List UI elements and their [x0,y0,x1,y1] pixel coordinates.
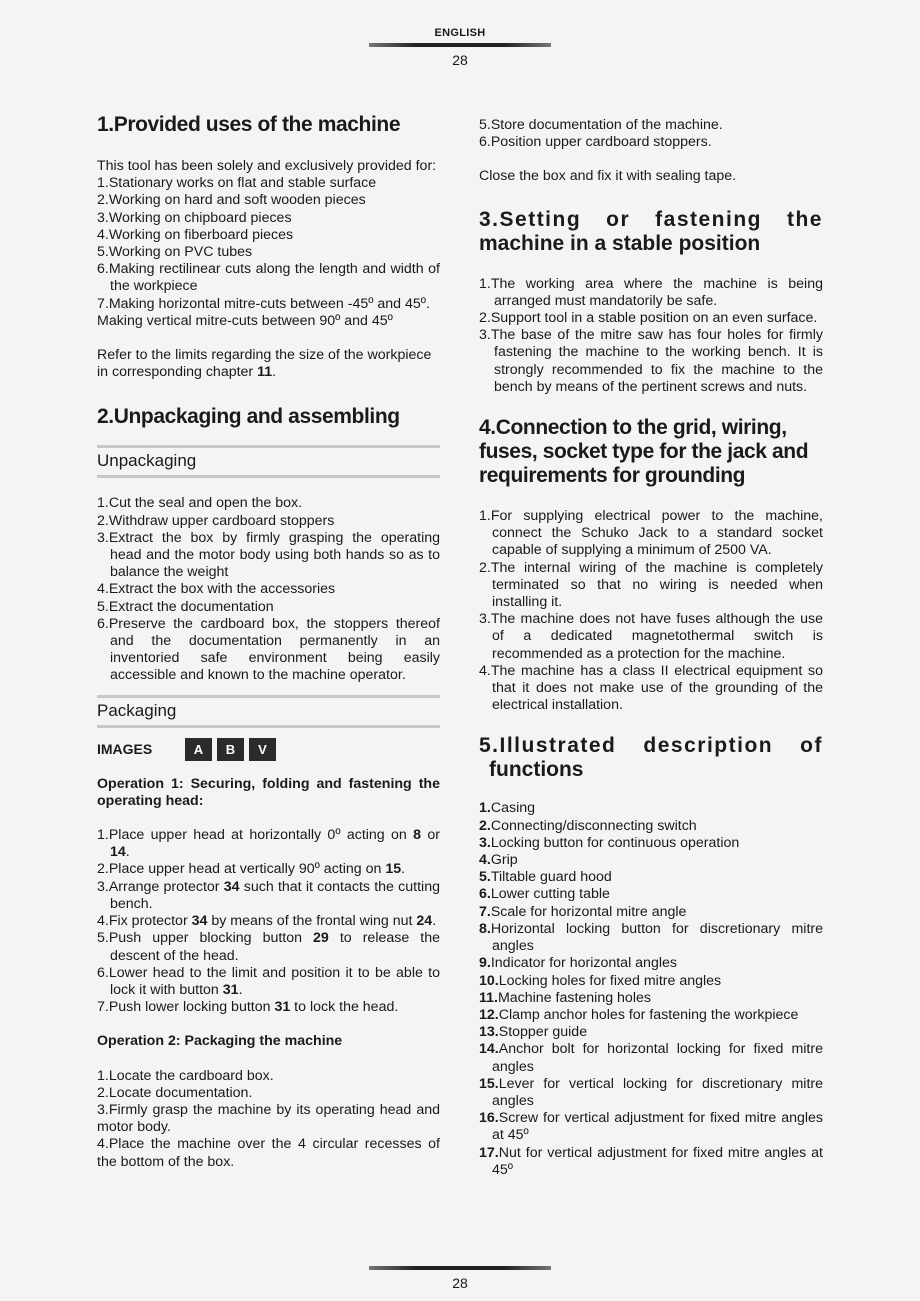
section5-title-line2: functions [489,758,584,782]
list-item: 4.The machine has a class II electrical equipment so that it does not make use of the grounding of the electrical installation. [479,662,823,714]
list-item: 2.Place upper head at vertically 90º acting on 15. [97,861,406,878]
list-item: 13.Stopper guide [479,1024,588,1041]
operation2-list [97,1068,440,1171]
list-item: 15.Lever for vertical locking for discretionary mitre angles [479,1075,823,1109]
section1-extra: Making vertical mitre-cuts between 90º and 45º [97,312,393,329]
list-item: 7.Scale for horizontal mitre angle [479,903,687,920]
list-item: 4.Place the machine over the 4 circular recesses of the bottom of the box. [97,1136,440,1170]
page-number-bottom: 28 [452,1275,468,1291]
list-item: 11.Machine fastening holes [479,989,651,1006]
connection-list [479,508,823,714]
list-item: 6.Lower head to the limit and position it to be able to lock it with button 31. [97,964,440,998]
list-item: 14.Anchor bolt for horizontal locking for fixed mitre angles [479,1041,823,1075]
section3-title-line2: machine in a stable position [479,231,761,255]
section1-note: Refer to the limits regarding the size of the workpiece in corresponding chapter 11. [97,347,432,381]
list-item: 1.Place upper head at horizontally 0º acting on 8 or 14. [97,827,440,861]
list-item: 17.Nut for vertical adjustment for fixed mitre angles at 45º [479,1144,823,1178]
list-item: 6.Making rectilinear cuts along the length and width of the workpiece [97,261,440,295]
list-item: 1.The working area where the machine is being arranged must mandatorily be safe. [479,275,823,309]
list-item: 5.Working on PVC tubes [97,244,253,261]
list-item: 5.Store documentation of the machine. [479,117,723,133]
list-item: 7.Making horizontal mitre-cuts between -45º and 45º. [97,295,430,312]
page-number-top: 28 [452,52,468,68]
list-item: 5.Extract the documentation [97,598,274,615]
left-column [97,113,440,1171]
list-item: 1.Locate the cardboard box. [97,1067,274,1084]
list-item: 2.Working on hard and soft wooden pieces [97,192,366,209]
unpack-list [97,495,440,684]
language-label: ENGLISH [434,27,486,39]
list-item: 2.The internal wiring of the machine is completely terminated so that no wiring is needed when installing it. [479,559,823,611]
uses-list [97,175,440,313]
list-item: 3.Locking button for continuous operation [479,834,740,851]
operation2-list-continued [479,117,823,151]
list-item: 3.Arrange protector 34 such that it contacts the cutting bench. [97,878,440,912]
list-item: 1.Stationary works on flat and stable surface [97,175,377,192]
list-item: 4.Grip [479,852,518,869]
list-item: 2.Withdraw upper cardboard stoppers [97,512,335,529]
image-badge-a[interactable]: A [185,738,212,761]
list-item: 4.Working on fiberboard pieces [97,226,294,243]
list-item: 2.Connecting/disconnecting switch [479,817,697,834]
unpackaging-subheading: Unpackaging [97,445,440,478]
list-item: 3.Working on chipboard pieces [97,209,292,226]
list-item: 9.Indicator for horizontal angles [479,955,677,972]
list-item: 2.Locate documentation. [97,1084,253,1101]
footer-rule [369,1266,551,1270]
list-item: 2.Support tool in a stable position on an even surface. [479,310,818,327]
packaging-subheading: Packaging [97,695,440,728]
image-badge-v[interactable]: V [249,738,276,761]
stability-list [479,276,823,396]
list-item: 1.Cut the seal and open the box. [97,495,303,512]
list-item: 3.Extract the box by firmly grasping the operating head and the motor body using both hands so as to balance the weight [97,529,440,581]
section1-intro: This tool has been solely and exclusively provided for: [97,158,437,174]
operation1-title: Operation 1: Securing, folding and fastening the operating head: [97,775,440,809]
list-item: 4.Extract the box with the accessories [97,581,336,598]
list-item: 6.Position upper cardboard stoppers. [479,134,712,151]
images-reference [97,738,440,761]
list-item: 3.The base of the mitre saw has four holes for firmly fastening the machine to the working bench. It is strongly recommended to fix the machine to the bench by means of the pertinent screws and nuts. [479,327,823,395]
operation2-title: Operation 2: Packaging the machine [97,1033,343,1050]
section3-title: 3.Setting or fastening the [479,207,823,231]
list-item: 1.For supplying electrical power to the machine, connect the Schuko Jack to a standard socket capable of supplying a minimum of 2500 VA. [479,508,823,559]
section2-title: 2.Unpackaging and assembling [97,405,400,429]
list-item: 6.Preserve the cardboard box, the stoppers thereof and the documentation permanently in an inventoried safe environment being easily accessible and known to the machine operator. [97,615,440,684]
section1-title: 1.Provided uses of the machine [97,113,401,136]
list-item: 3.Firmly grasp the machine by its operating head and motor body. [97,1101,440,1136]
list-item: 6.Lower cutting table [479,886,610,903]
list-item: 3.The machine does not have fuses although the use of a dedicated magnetothermal switch is recommended as a protection for the machine. [479,611,823,662]
list-item: 7.Push lower locking button 31 to lock the head. [97,999,399,1016]
list-item: 5.Tiltable guard hood [479,869,612,886]
list-item: 8.Horizontal locking button for discretionary mitre angles [479,920,823,955]
functions-list [479,800,823,1178]
list-item: 1.Casing [479,800,536,817]
images-label: IMAGES [97,740,153,757]
list-item: 16.Screw for vertical adjustment for fixed mitre angles at 45º [479,1110,823,1144]
list-item: 5.Push upper blocking button 29 to release the descent of the head. [97,930,440,964]
header-rule [369,43,551,47]
section5-title: 5.Illustrated description of [479,734,823,758]
list-item: 12.Clamp anchor holes for fastening the workpiece [479,1006,799,1023]
operation1-list [97,827,440,1016]
list-item: 4.Fix protector 34 by means of the frontal wing nut 24. [97,913,437,930]
closing-instruction: Close the box and fix it with sealing tape. [479,168,737,185]
image-badge-b[interactable]: B [217,738,244,761]
list-item: 10.Locking holes for fixed mitre angles [479,972,722,989]
right-column [479,117,823,1179]
section4-title: 4.Connection to the grid, wiring, fuses, socket type for the jack and requirements for grounding [479,416,809,488]
